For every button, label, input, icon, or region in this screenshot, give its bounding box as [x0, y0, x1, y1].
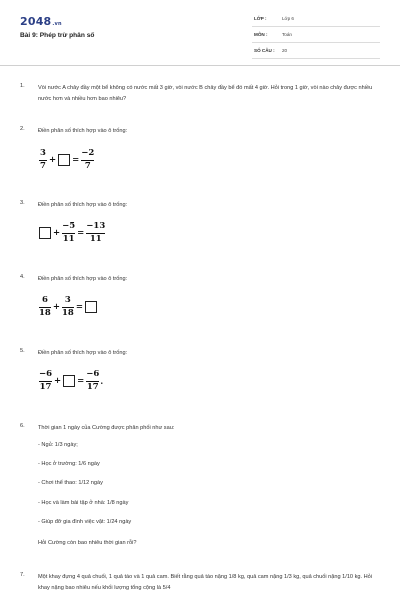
question-text: Điền phân số thích hợp vào ô trống: [38, 350, 128, 356]
meta-label: SỐ CÂU : [254, 48, 275, 53]
fraction-equation [38, 291, 98, 323]
answer-blank[interactable] [58, 154, 70, 166]
question-number: 7. [20, 572, 25, 578]
meta-row-count [252, 46, 380, 59]
fraction-equation [38, 365, 103, 397]
meta-label: LỚP : [254, 16, 267, 21]
numerator: −5 [62, 221, 76, 231]
question-number: 6. [20, 423, 25, 429]
equals-sign: = [75, 302, 83, 312]
numerator: −6 [86, 369, 100, 379]
denominator: 18 [61, 308, 74, 318]
list-item: - Học và làm bài tập ở nhà: 1/8 ngày [38, 500, 129, 506]
numerator: −2 [81, 148, 95, 158]
numerator: −13 [86, 221, 106, 231]
answer-blank[interactable] [39, 227, 51, 239]
answer-blank[interactable] [85, 301, 97, 313]
question-prompt: Hỏi Cường còn bao nhiêu thời gian rỗi? [38, 540, 137, 546]
question-text: Điền phân số thích hợp vào ô trống: [38, 202, 128, 208]
plus-sign: + [54, 376, 62, 386]
meta-label: MÔN : [254, 32, 268, 37]
period: . [100, 376, 104, 386]
plus-sign: + [49, 155, 57, 165]
question-number: 5. [20, 348, 25, 354]
plus-sign: + [52, 302, 60, 312]
meta-value: 20 [282, 48, 288, 53]
meta-value: Lớp 6 [282, 16, 294, 21]
fraction-equation [38, 217, 106, 249]
equals-sign: = [77, 228, 85, 238]
denominator: 11 [62, 234, 75, 244]
denominator: 11 [89, 234, 102, 244]
meta-value: Toán [282, 32, 292, 37]
meta-row-subject [252, 30, 380, 43]
numerator: 3 [64, 295, 71, 305]
list-item: - Chơi thể thao: 1/12 ngày [38, 480, 103, 486]
numerator: 3 [40, 148, 46, 158]
fraction-equation [38, 144, 95, 176]
denominator: 18 [39, 308, 51, 318]
denominator: 7 [40, 161, 46, 171]
fraction [86, 370, 99, 392]
question-text: Điền phân số thích hợp vào ô trống: [38, 128, 128, 134]
equals-sign: = [72, 155, 80, 165]
brand-logo[interactable] [20, 15, 62, 28]
equals-sign: = [77, 376, 85, 386]
worksheet-header [0, 0, 400, 64]
question-text: Điền phân số thích hợp vào ô trống: [38, 276, 128, 282]
question-text: Một khay đựng 4 quả chuối, 1 quả táo và 1 quả cam. Biết rằng quả táo nặng 1/8 kg, quả cam nặng 1/3 kg, quả chuối nặng 1/10 kg. Hỏi khay nặng bao nhiêu nếu khối lượng tổng cộng là 5/4 [38, 574, 373, 591]
plus-sign: + [53, 228, 61, 238]
header-divider [0, 65, 400, 66]
fraction [81, 149, 94, 171]
meta-table [252, 14, 380, 62]
question-text: Thời gian 1 ngày của Cường được phân phối như sau: [38, 425, 175, 431]
question-number: 2. [20, 126, 25, 132]
fraction [39, 149, 47, 171]
answer-blank[interactable] [63, 375, 75, 387]
denominator: 17 [39, 382, 52, 392]
numerator: −6 [39, 369, 53, 379]
lesson-title: Bài 9: Phép trừ phân số [20, 32, 95, 39]
list-item: - Giúp đỡ gia đình việc vặt: 1/24 ngày [38, 519, 132, 525]
denominator: 7 [84, 161, 91, 171]
fraction [62, 222, 75, 244]
numerator: 6 [41, 295, 48, 305]
fraction [39, 296, 51, 318]
question-number: 3. [20, 200, 25, 206]
list-item: - Ngủ: 1/3 ngày; [38, 442, 78, 448]
question-number: 4. [20, 274, 25, 280]
question-number: 1. [20, 83, 25, 89]
meta-row-class [252, 14, 380, 27]
brand-tld: .vn [52, 21, 62, 27]
question-text: Vòi nước A chảy đầy một bể không có nước mất 3 giờ, vòi nước B chảy đầy bể đó mất 4 giờ. Hỏi trong 1 giờ, vòi nào chảy được nhiều nước hơn và nhiều hơn bao nhiêu? [38, 85, 373, 102]
brand-name: 2048 [20, 15, 52, 28]
list-item: - Học ở trường: 1/6 ngày [38, 461, 100, 467]
denominator: 17 [86, 382, 99, 392]
fraction [39, 370, 52, 392]
fraction [86, 222, 105, 244]
fraction [62, 296, 74, 318]
